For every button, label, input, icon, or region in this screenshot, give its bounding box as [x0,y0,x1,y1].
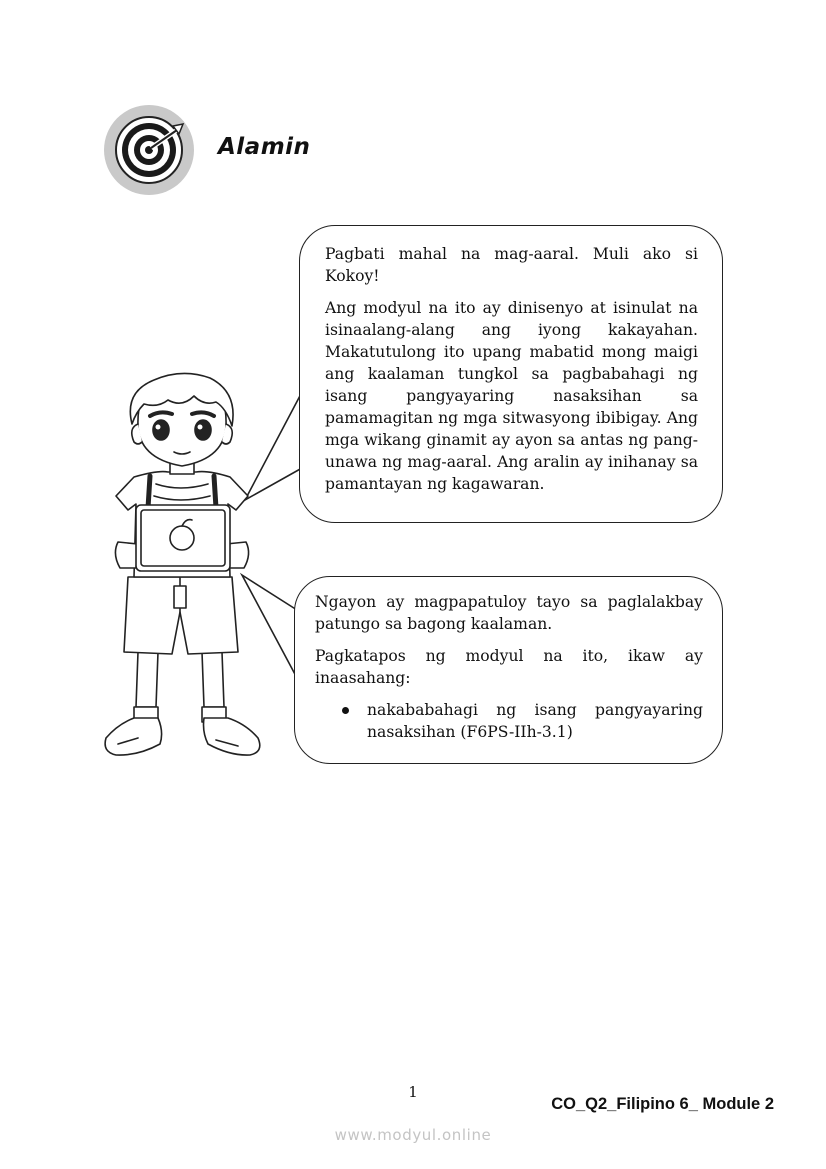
target-icon [103,104,195,196]
bullet-icon [342,707,349,714]
module-code: CO_Q2_Filipino 6_ Module 2 [551,1095,774,1113]
section-title: Alamin [218,134,311,160]
speech-bubble-objectives [294,576,723,764]
page-number: 1 [408,1083,418,1101]
objective-text: nakababahagi ng isang pangyayaring nasaksihan (F6PS-IIh-3.1) [367,701,703,741]
objective-item [315,699,703,743]
watermark: www.modyul.online [334,1126,492,1144]
objectives-list [315,699,703,743]
boy-holding-tablet-illustration [98,372,268,764]
speech-bubble-intro [299,225,723,523]
continue-journey-paragraph: Ngayon ay magpapatuloy tayo sa paglalakbay patungo sa bagong kaalaman. [315,593,703,633]
expectation-paragraph: Pagkatapos ng modyul na ito, ikaw ay inaasahang: [315,647,703,687]
module-description-paragraph: Ang modyul na ito ay dinisenyo at isinulat na isinaalang-alang ang iyong kakayahan. Makatutulong ito upang mabatid mong maigi ang kaalaman tungkol sa pagbabahagi ng isang pangyayaring nasaksihan sa pamamagitan ng mga sitwasyong ibibigay. Ang mga wikang ginamit ay ayon sa antas ng pang-unawa ng mag-aaral. Ang aralin ay inihanay sa pamantayan ng kagawaran. [325,299,698,493]
greeting-paragraph: Pagbati mahal na mag-aaral. Muli ako si Kokoy! [325,245,698,285]
